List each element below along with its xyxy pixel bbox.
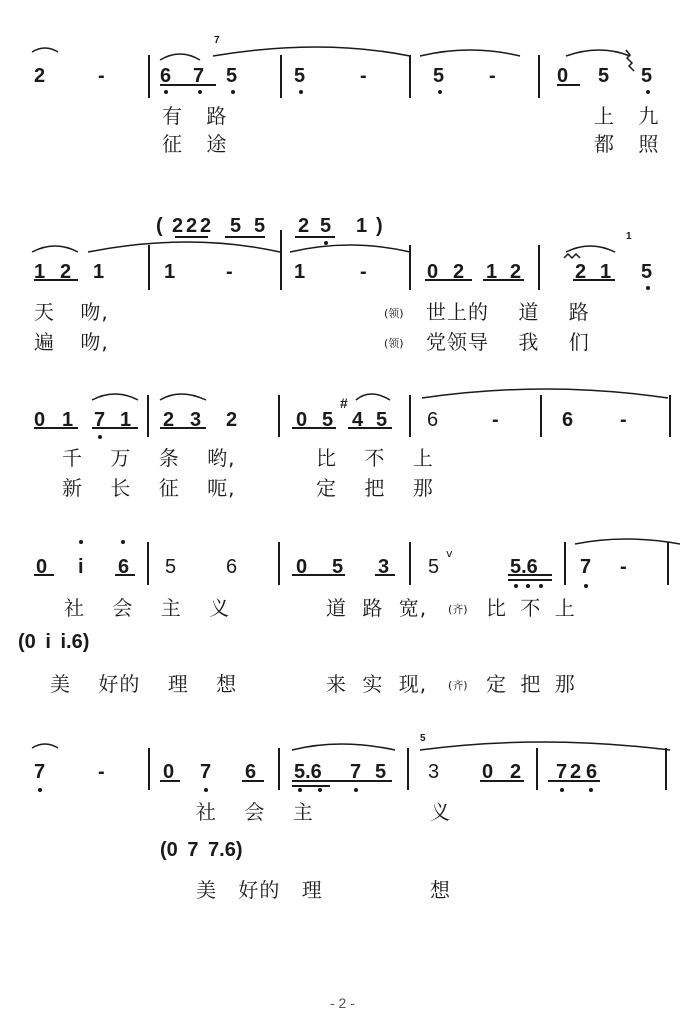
lyric-line: 天 吻, — [34, 300, 109, 324]
note: 1 — [62, 409, 74, 431]
lyric-line: 社 会 主 — [196, 800, 314, 824]
lyric-line: 定 把 那 — [486, 672, 576, 696]
lyric-line: 党领导 我 们 — [426, 330, 590, 354]
note: 0 — [427, 261, 439, 283]
note: 3 — [428, 761, 440, 783]
note: 2 — [510, 261, 522, 283]
note: 7 — [200, 761, 212, 783]
lyric-line: 来 实 现, — [326, 672, 428, 696]
note: 0 — [296, 409, 308, 431]
alt-notes: (0 7 7.6) — [160, 839, 243, 861]
note: 5 — [375, 761, 387, 783]
lyric-line: 比 不 上 — [316, 446, 434, 470]
note: 2 — [575, 261, 587, 283]
part-label: (齐) — [448, 603, 468, 616]
note: 1 — [34, 261, 46, 283]
note: 7 — [350, 761, 362, 783]
slurs — [32, 47, 680, 750]
intro-note: 2 — [200, 215, 212, 237]
note: 6 — [226, 556, 238, 578]
lyric-line: 有 路 — [162, 104, 228, 128]
note: 5.6 — [510, 556, 538, 578]
note: 1 — [486, 261, 498, 283]
intro-note: 2 — [298, 215, 310, 237]
note: - — [226, 261, 233, 283]
note: - — [620, 409, 627, 431]
note: 7 — [34, 761, 46, 783]
note: 5 — [433, 65, 445, 87]
note: 5 — [598, 65, 610, 87]
note: 5 — [294, 65, 306, 87]
note: 2 — [510, 761, 522, 783]
note: 6 — [586, 761, 598, 783]
note: i — [78, 556, 84, 578]
note: 5 — [226, 65, 238, 87]
part-label: (领) — [384, 337, 404, 350]
intro-note: 5 — [254, 215, 266, 237]
intro-note: 5 — [230, 215, 242, 237]
intro-paren: ) — [376, 215, 383, 237]
grace-note: 5 — [420, 733, 426, 744]
note: 6 — [427, 409, 439, 431]
alt-notes: (0 i i.6) — [18, 631, 90, 653]
note: 5 — [165, 556, 177, 578]
note: 0 — [34, 409, 46, 431]
note: 0 — [36, 556, 48, 578]
grace-note: 1 — [626, 231, 632, 242]
part-label: (领) — [384, 307, 404, 320]
note: 0 — [482, 761, 494, 783]
note: 2 — [34, 65, 46, 87]
note: 7 — [580, 556, 592, 578]
lyric-line: 征 途 — [162, 132, 228, 156]
lyric-line: 新 长 征 呃, — [62, 476, 236, 500]
lyric-line: 都 照 — [594, 132, 660, 156]
note: - — [620, 556, 627, 578]
note: 0 — [557, 65, 569, 87]
note: 7 — [193, 65, 205, 87]
note: 1 — [294, 261, 306, 283]
intro-paren: ( — [156, 215, 163, 237]
part-label: (齐) — [448, 679, 468, 692]
intro-note: 1 — [356, 215, 368, 237]
note: - — [492, 409, 499, 431]
note: 6 — [118, 556, 130, 578]
intro-note: 2 — [172, 215, 184, 237]
note: 5 — [322, 409, 334, 431]
lyric-line: 世上的 道 路 — [426, 300, 590, 324]
note: - — [98, 65, 105, 87]
note: 5 — [376, 409, 388, 431]
lyric-line: 道 路 宽, — [326, 596, 428, 620]
sharp-sign: # — [340, 395, 348, 411]
note: 5.6 — [294, 761, 322, 783]
note: 2 — [226, 409, 238, 431]
lyric-line: 想 — [430, 878, 451, 902]
note: 1 — [93, 261, 105, 283]
note: 0 — [296, 556, 308, 578]
note: 2 — [453, 261, 465, 283]
lyric-line: 比 不 上 — [486, 596, 576, 620]
note: 5 — [641, 65, 653, 87]
note: 7 — [556, 761, 568, 783]
lyric-line: 定 把 那 — [316, 476, 434, 500]
note: - — [360, 261, 367, 283]
note: - — [360, 65, 367, 87]
note: 1 — [600, 261, 612, 283]
note: 5 — [332, 556, 344, 578]
lyric-line: 社 会 主 义 — [64, 596, 231, 620]
note: 1 — [164, 261, 176, 283]
note: 3 — [378, 556, 390, 578]
intro-note: 2 — [186, 215, 198, 237]
lyric-line: 义 — [430, 800, 451, 824]
note: 2 — [163, 409, 175, 431]
note: 6 — [160, 65, 172, 87]
lyric-line: 上 九 — [594, 104, 660, 128]
lyric-line: 遍 吻, — [34, 330, 109, 354]
lyric-line: 美 好的 理 — [196, 878, 323, 902]
note: 6 — [562, 409, 574, 431]
note: 2 — [60, 261, 72, 283]
note: 3 — [190, 409, 202, 431]
grace-note: 7 — [214, 35, 220, 46]
note: 2 — [570, 761, 582, 783]
note: - — [489, 65, 496, 87]
note: 5 — [641, 261, 653, 283]
note: 6 — [245, 761, 257, 783]
breath-mark: v — [446, 547, 453, 560]
page-number: - 2 - — [330, 995, 355, 1011]
note: 7 — [94, 409, 106, 431]
lyric-line: 美 好的 理 想 — [50, 672, 238, 696]
note: - — [98, 761, 105, 783]
note: 5 — [428, 556, 440, 578]
lyric-line: 千 万 条 哟, — [62, 446, 236, 470]
note: 4 — [352, 409, 364, 431]
intro-note: 5 — [320, 215, 332, 237]
note: 0 — [163, 761, 175, 783]
note: 1 — [120, 409, 132, 431]
